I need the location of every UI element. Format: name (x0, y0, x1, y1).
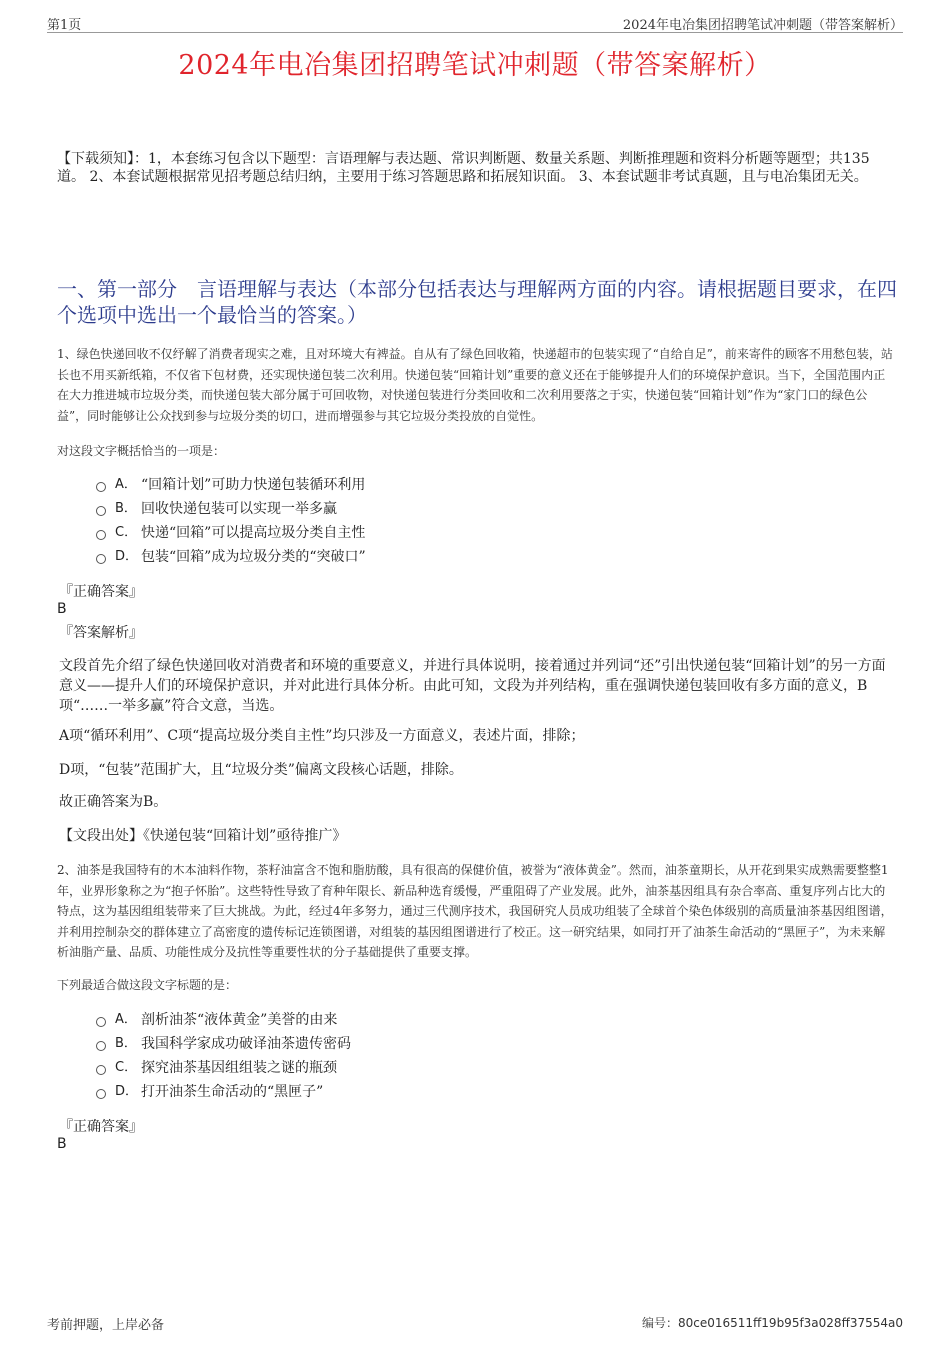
option-c[interactable]: C． 探究油茶基因组组装之谜的瓶颈 (96, 1056, 351, 1080)
radio-button[interactable] (96, 1017, 106, 1027)
option-d[interactable]: D． 打开油茶生命活动的“黑匣子” (96, 1080, 351, 1104)
download-notice: 【下载须知】：1，本套练习包含以下题型：言语理解与表达题、常识判断题、数量关系题、判断推理题和资料分析题等题型；共135道。 2、本套试题根据常见招考题总结归纳，主要用于练习答题思路和拓展知识面。 3、本套试题非考试真题，且与电冶集团无关。 (57, 151, 870, 185)
question-1-text: 1、绿色快递回收不仅纾解了消费者现实之难，且对环境大有裨益。自从有了绿色回收箱，快递超市的包装实现了“自给自足”，前来寄件的顾客不用愁包装，站长也不用买新纸箱，不仅省下包材费，还实现快递包装二次利用。快递包装“回箱计划”重要的意义还在于能够提升人们的环境保护意识。当下，全国范围内正在大力推进城市垃圾分类，而快递包装大部分属于可回收物，对快递包装进行分类回收和二次利用要落之于实，快递包装“回箱计划”作为“家门口的绿色公益”，同时能够让公众找到参与垃圾分类的切口，进而增强参与其它垃圾分类投放的自觉性。 (57, 347, 893, 423)
page-number: 第1页 (47, 18, 82, 33)
question-1-options (96, 473, 366, 569)
analysis-paragraph: 文段首先介绍了绿色快递回收对消费者和环境的重要意义，并进行具体说明，接着通过并列词“还”引出快递包装“回箱计划”的另一方面意义——提升人们的环境保护意识，并对此进行具体分析。由此可知，文段为并列结构，重在强调快递包装回收有多方面的意义，B项“……一举多赢”符合文意，当选。 (59, 658, 886, 714)
option-c[interactable]: C． 快递“回箱”可以提高垃圾分类自主性 (96, 521, 366, 545)
option-a[interactable]: A． “回箱计划”可助力快递包装循环利用 (96, 473, 366, 497)
document-title: 2024年电冶集团招聘笔试冲刺题（带答案解析） (178, 50, 772, 81)
analysis-conclusion: 故正确答案为B。 (59, 794, 168, 810)
option-d[interactable]: D． 包装“回箱”成为垃圾分类的“突破口” (96, 545, 366, 569)
analysis-paragraph: A项“循环利用”、C项“提高垃圾分类自主性”均只涉及一方面意义，表述片面，排除； (59, 728, 585, 744)
answer-value: B (57, 1136, 67, 1152)
radio-button[interactable] (96, 506, 106, 516)
footer-serial: 编号：80ce016511ff19b95f3a028ff37554a0 (641, 1316, 903, 1330)
header-doc-title: 2024年电冶集团招聘笔试冲刺题（带答案解析） (622, 18, 903, 33)
text-source: 【文段出处】《快递包装“回箱计划”亟待推广》 (59, 828, 347, 844)
question-2-text: 2、油茶是我国特有的木本油料作物，茶籽油富含不饱和脂肪酸，具有很高的保健价值，被誉为“液体黄金”。然而，油茶童期长，从开花到果实成熟需要整整1年，业界形象称之为“抱子怀胎”。这些特性导致了育种年限长、新品种选育缓慢，严重阻碍了产业发展。此外，油茶基因组具有杂合率高、重复序列占比大的特点，这为基因组组装带来了巨大挑战。为此，经过4年多努力，通过三代测序技术，我国研究人员成功组装了全球首个染色体级别的高质量油茶基因组图谱，并利用控制杂交的群体建立了高密度的遗传标记连锁图谱，对组装的基因组图谱进行了校正。这一研究结果，如同打开了油茶生命活动的“黑匣子”，为未来解析油脂产量、品质、功能性成分及抗性等重要性状的分子基础提供了重要支撑。 (57, 863, 893, 959)
page-header (47, 14, 903, 33)
radio-button[interactable] (96, 1065, 106, 1075)
question-2-prompt: 下列最适合做这段文字标题的是： (57, 978, 238, 992)
radio-button[interactable] (96, 1089, 106, 1099)
footer-slogan: 考前押题，上岸必备 (47, 1318, 165, 1333)
radio-button[interactable] (96, 1041, 106, 1051)
radio-button[interactable] (96, 482, 106, 492)
answer-label: 『正确答案』 (59, 584, 143, 600)
option-b[interactable]: B． 我国科学家成功破译油茶遗传密码 (96, 1032, 351, 1056)
analysis-paragraph: D项，“包装”范围扩大，且“垃圾分类”偏离文段核心话题，排除。 (59, 762, 463, 778)
option-a[interactable]: A． 剖析油茶“液体黄金”美誉的由来 (96, 1008, 351, 1032)
answer-label: 『正确答案』 (59, 1119, 143, 1135)
section-title: 一、第一部分 言语理解与表达（本部分包括表达与理解两方面的内容。请根据题目要求，在四个选项中选出一个最恰当的答案。） (57, 277, 897, 327)
answer-value: B (57, 601, 67, 617)
question-1-prompt: 对这段文字概括恰当的一项是： (57, 444, 226, 458)
radio-button[interactable] (96, 530, 106, 540)
analysis-label: 『答案解析』 (59, 625, 143, 641)
question-2-options (96, 1008, 351, 1104)
option-b[interactable]: B． 回收快递包装可以实现一举多赢 (96, 497, 366, 521)
radio-button[interactable] (96, 554, 106, 564)
page-footer (47, 1314, 903, 1333)
